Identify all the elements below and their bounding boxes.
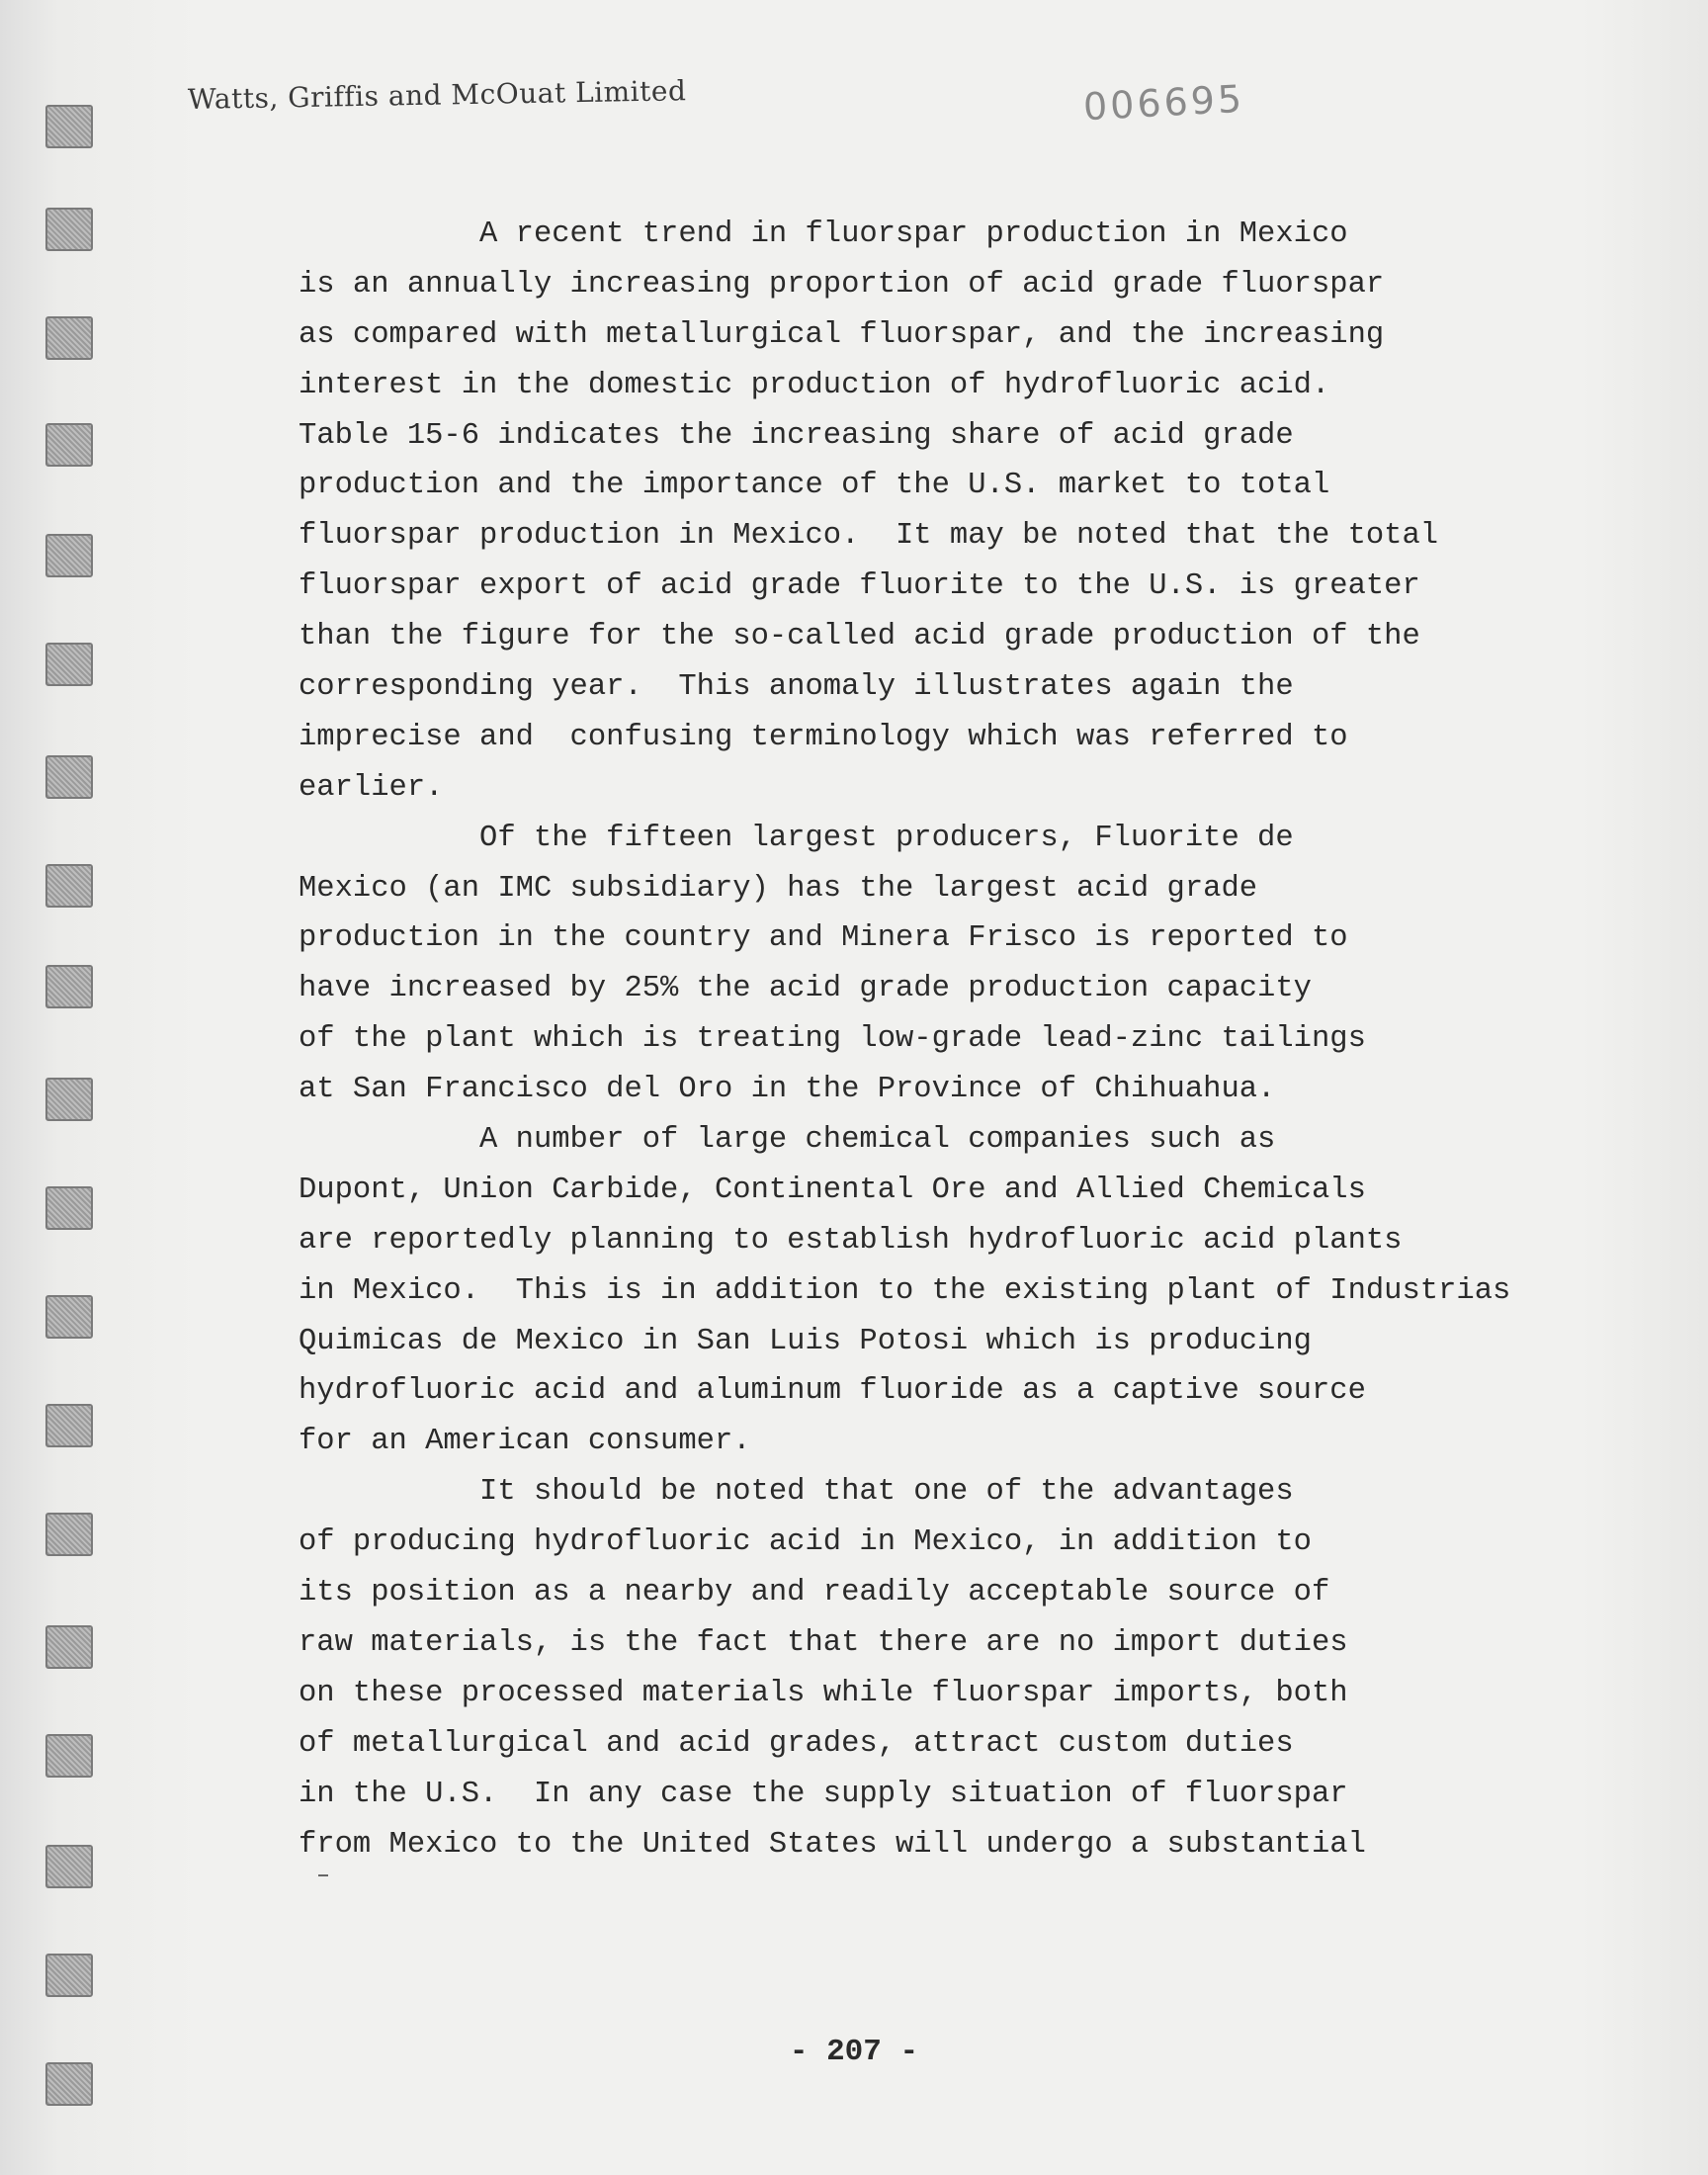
text-line: at San Francisco del Oro in the Province of Chihuahua.	[299, 1073, 1276, 1107]
binding-hole	[45, 1295, 93, 1339]
text-line: in the U.S. In any case the supply situation of fluorspar	[299, 1777, 1348, 1811]
text-line: Table 15-6 indicates the increasing share of acid grade	[299, 418, 1294, 453]
text-line: of metallurgical and acid grades, attract custom duties	[299, 1726, 1294, 1761]
text-line: production in the country and Minera Frisco is reported to	[299, 921, 1348, 956]
text-line: as compared with metallurgical fluorspar, and the increasing	[299, 317, 1385, 352]
binding-hole	[45, 1404, 93, 1447]
text-line: earlier.	[299, 770, 444, 805]
text-line: It should be noted that one of the advantages	[299, 1475, 1294, 1510]
text-line: of producing hydrofluoric acid in Mexico, in addition to	[299, 1525, 1312, 1560]
binding-hole	[45, 105, 93, 148]
body-text	[299, 210, 1663, 1870]
text-line: Quimicas de Mexico in San Luis Potosi which is producing	[299, 1324, 1312, 1358]
binding-hole	[45, 1845, 93, 1888]
text-line: of the plant which is treating low-grade lead-zinc tailings	[299, 1022, 1366, 1057]
text-line: have increased by 25% the acid grade production capacity	[299, 972, 1312, 1006]
text-line: is an annually increasing proportion of acid grade fluorspar	[299, 267, 1385, 302]
text-line: are reportedly planning to establish hydrofluoric acid plants	[299, 1223, 1403, 1258]
text-line: from Mexico to the United States will undergo a substantial	[299, 1827, 1366, 1862]
text-line: Of the fifteen largest producers, Fluorite de	[299, 821, 1294, 855]
text-line: raw materials, is the fact that there are no import duties	[299, 1625, 1348, 1660]
binding-hole	[45, 1734, 93, 1778]
text-line: production and the importance of the U.S. market to total	[299, 469, 1330, 503]
binding-holes	[10, 0, 89, 2175]
letterhead: Watts, Griffis and McOuat Limited	[187, 74, 687, 116]
document-number: 006695	[1081, 76, 1246, 130]
binding-hole	[45, 643, 93, 686]
binding-hole	[45, 755, 93, 799]
text-line: fluorspar production in Mexico. It may be noted that the total	[299, 519, 1439, 554]
stray-mark	[318, 1874, 328, 1876]
text-line: on these processed materials while fluorspar imports, both	[299, 1676, 1348, 1710]
binding-hole	[45, 864, 93, 908]
text-line: Mexico (an IMC subsidiary) has the largest acid grade	[299, 871, 1258, 906]
binding-hole	[45, 1625, 93, 1669]
binding-hole	[45, 208, 93, 251]
binding-hole	[45, 423, 93, 467]
text-line: hydrofluoric acid and aluminum fluoride as a captive source	[299, 1374, 1366, 1409]
binding-hole	[45, 1078, 93, 1121]
text-line: imprecise and confusing terminology which was referred to	[299, 720, 1348, 754]
text-line: fluorspar export of acid grade fluorite to the U.S. is greater	[299, 569, 1420, 604]
binding-hole	[45, 965, 93, 1008]
page-number: - 207 -	[789, 2035, 919, 2069]
text-line: than the figure for the so-called acid grade production of the	[299, 620, 1420, 654]
binding-hole	[45, 1186, 93, 1230]
text-line: A recent trend in fluorspar production in Mexico	[299, 218, 1348, 251]
text-line: Dupont, Union Carbide, Continental Ore and Allied Chemicals	[299, 1173, 1366, 1207]
binding-hole	[45, 534, 93, 577]
text-line: for an American consumer.	[299, 1425, 751, 1459]
binding-hole	[45, 1954, 93, 1997]
text-line: its position as a nearby and readily acceptable source of	[299, 1576, 1330, 1610]
binding-hole	[45, 1513, 93, 1556]
text-line: A number of large chemical companies such as	[299, 1123, 1276, 1158]
text-line: in Mexico. This is in addition to the existing plant of Industrias	[299, 1273, 1511, 1308]
binding-hole	[45, 316, 93, 360]
text-line: corresponding year. This anomaly illustrates again the	[299, 670, 1294, 705]
text-line: interest in the domestic production of hydrofluoric acid.	[299, 368, 1330, 402]
